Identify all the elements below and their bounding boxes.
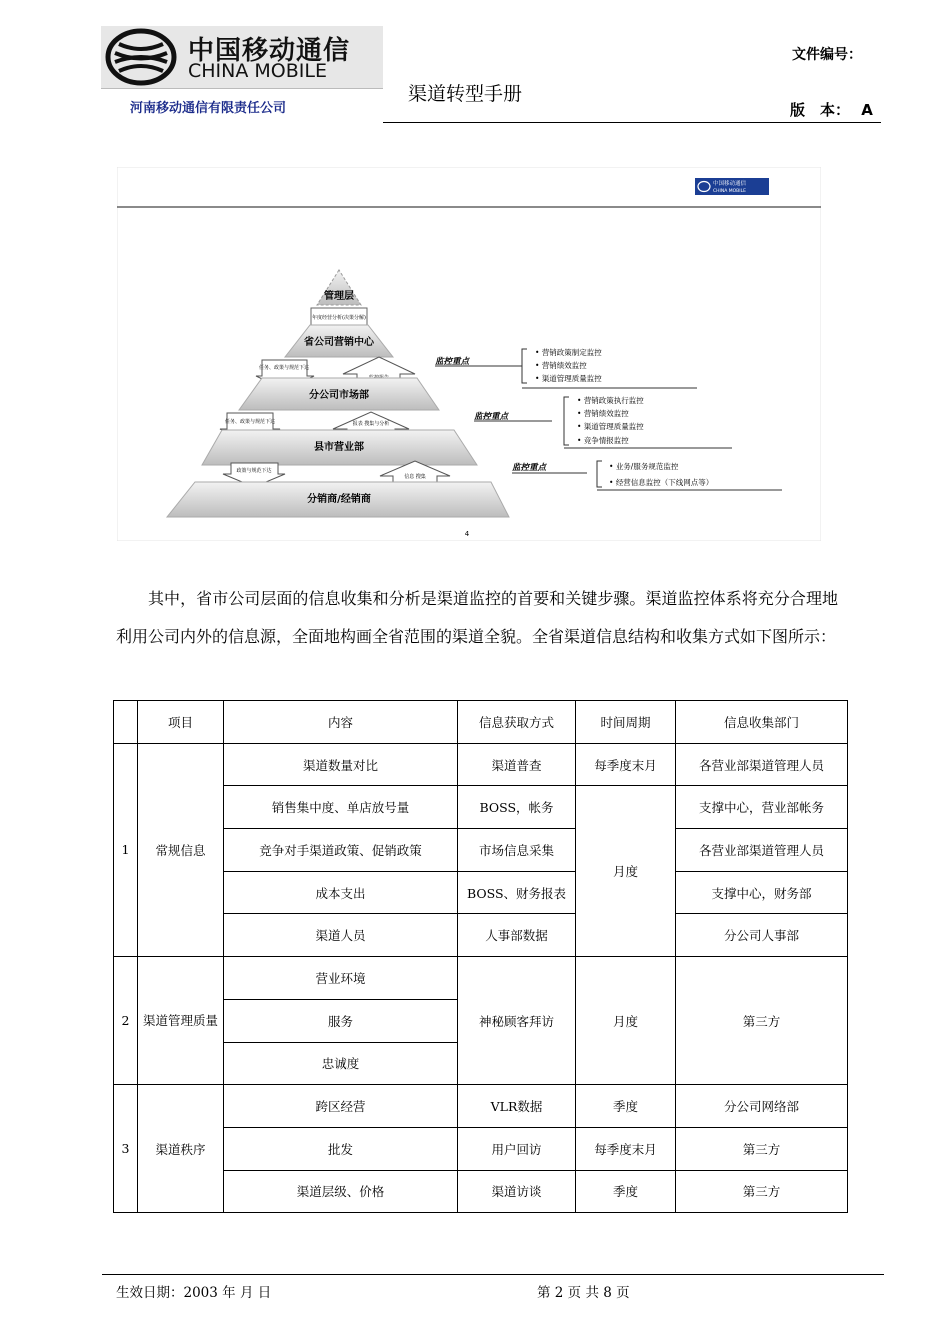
table-row [114, 1170, 848, 1213]
cell-dept: 第三方 [676, 1170, 848, 1213]
monitor-2-item-3: • 渠道管理质量监控 [577, 422, 644, 431]
table-row [114, 829, 848, 872]
cell-content: 渠道人员 [224, 914, 458, 957]
cell-method: 市场信息采集 [458, 829, 576, 872]
monitor-1-item-3: • 渠道管理质量监控 [535, 374, 602, 383]
figure-logo-en: CHINA MOBILE [713, 189, 746, 194]
header-item: 项目 [138, 701, 224, 744]
cell-content: 批发 [224, 1127, 458, 1170]
cell-cycle: 季度 [576, 1170, 676, 1213]
table-header-row [114, 701, 848, 744]
cell-dept: 各营业部渠道管理人员 [676, 829, 848, 872]
logo-chinese: 中国移动通信 [188, 36, 351, 66]
level-branch-market: 分公司市场部 [309, 390, 369, 401]
cell-dept: 各营业部渠道管理人员 [676, 743, 848, 786]
cell-content: 渠道数量对比 [224, 743, 458, 786]
cell-dept: 分公司人事部 [676, 914, 848, 957]
effective-date: 生效日期：2003 年 月 日 [116, 1285, 272, 1301]
monitor-3-item-1: • 业务/服务规范监控 [609, 462, 679, 471]
cell-method: 人事部数据 [458, 914, 576, 957]
cell-method: VLR数据 [458, 1085, 576, 1128]
cell-dept: 第三方 [676, 1127, 848, 1170]
monitor-1-item-2: • 营销绩效监控 [535, 361, 587, 370]
monitor-2-item-1: • 营销政策执行监控 [577, 396, 644, 405]
arrow-label-l4-down: 政策与规范下达 [236, 468, 272, 474]
table-row [114, 786, 848, 829]
row-item: 常规信息 [138, 743, 224, 956]
row-number: 2 [114, 957, 138, 1085]
cell-dept: 支撑中心，财务部 [676, 871, 848, 914]
pyramid-diagram [117, 167, 821, 541]
monitor-2-item-4: • 竞争情报监控 [577, 436, 629, 445]
cell-content: 销售集中度、单店放号量 [224, 786, 458, 829]
company-name: 河南移动通信有限责任公司 [130, 101, 287, 116]
level-distributor: 分销商/经销商 [307, 494, 371, 505]
level-province-marketing: 省公司营销中心 [304, 337, 374, 348]
table-row [114, 743, 848, 786]
page-info: 第 2 页 共 8 页 [537, 1285, 630, 1301]
monitor-label-1: 监控重点 [435, 357, 470, 367]
version-line [790, 99, 873, 120]
arrow-label-top: 年度经营分析(决策分解) [312, 315, 366, 321]
cell-method: 用户回访 [458, 1127, 576, 1170]
table-row [114, 871, 848, 914]
cell-dept: 分公司网络部 [676, 1085, 848, 1128]
arrow-label-l3-up: 报表 搜集与分析 [352, 421, 390, 427]
arrow-label-l3-down: 任务、政策与规范下达 [224, 419, 276, 425]
table-row [114, 957, 848, 1000]
monitor-3-item-2: • 经营信息监控（下线网点等） [609, 478, 714, 487]
cell-content: 成本支出 [224, 871, 458, 914]
cell-content: 服务 [224, 999, 458, 1042]
footer-rule [102, 1274, 884, 1275]
file-number-label: 文件编号： [792, 47, 862, 63]
header-dept: 信息收集部门 [676, 701, 848, 744]
logo-english: CHINA MOBILE [188, 60, 327, 82]
row-item: 渠道管理质量 [138, 957, 224, 1085]
level-county-sales: 县市营业部 [314, 442, 364, 453]
figure-page-number: 4 [464, 530, 470, 538]
cell-dept: 第三方 [676, 957, 848, 1085]
cell-method: 渠道普查 [458, 743, 576, 786]
table-row [114, 1085, 848, 1128]
cell-cycle: 月度 [576, 957, 676, 1085]
document-title: 渠道转型手册 [408, 83, 523, 105]
monitor-label-2: 监控重点 [474, 412, 509, 422]
china-mobile-logo-icon [101, 26, 181, 88]
cell-method: BOSS、财务报表 [458, 871, 576, 914]
level-management: 管理层 [324, 291, 354, 302]
channel-info-table [113, 700, 848, 1213]
header-content: 内容 [224, 701, 458, 744]
body-paragraph: 其中，省市公司层面的信息收集和分析是渠道监控的首要和关键步骤。渠道监控体系将充分合理地利用公司内外的信息源，全面地构画全省范围的渠道全貌。全省渠道信息结构和收集方式如下图所示： [116, 589, 838, 646]
cell-content: 渠道层级、价格 [224, 1170, 458, 1213]
monitor-2-item-2: • 营销绩效监控 [577, 409, 629, 418]
monitor-label-3: 监控重点 [512, 463, 547, 473]
figure-logo [695, 178, 769, 195]
header-method: 信息获取方式 [458, 701, 576, 744]
cell-method: BOSS，帐务 [458, 786, 576, 829]
row-item: 渠道秩序 [138, 1085, 224, 1213]
table-row [114, 1127, 848, 1170]
header-no [114, 701, 138, 744]
cell-dept: 支撑中心，营业部帐务 [676, 786, 848, 829]
header-rule [383, 122, 881, 123]
cell-content: 营业环境 [224, 957, 458, 1000]
cell-content: 忠诚度 [224, 1042, 458, 1085]
row-number: 1 [114, 743, 138, 956]
arrow-label-l4-up: 信息 搜集 [404, 474, 426, 480]
arrow-label-l2-down: 任务、政策与规范下达 [258, 365, 310, 371]
cell-cycle: 月度 [576, 786, 676, 957]
cell-cycle: 每季度末月 [576, 1127, 676, 1170]
cell-method: 神秘顾客拜访 [458, 957, 576, 1085]
figure-logo-cn: 中国移动通信 [713, 181, 747, 187]
cell-method: 渠道访谈 [458, 1170, 576, 1213]
cell-content: 竞争对手渠道政策、促销政策 [224, 829, 458, 872]
cell-cycle: 季度 [576, 1085, 676, 1128]
row-number: 3 [114, 1085, 138, 1213]
header-cycle: 时间周期 [576, 701, 676, 744]
channel-monitoring-figure [117, 167, 821, 541]
monitor-1-item-1: • 营销政策制定监控 [535, 348, 602, 357]
cell-content: 跨区经营 [224, 1085, 458, 1128]
version-label: 版 本： [790, 101, 851, 119]
cell-cycle: 每季度末月 [576, 743, 676, 786]
table-row [114, 914, 848, 957]
version-value: A [861, 101, 873, 119]
